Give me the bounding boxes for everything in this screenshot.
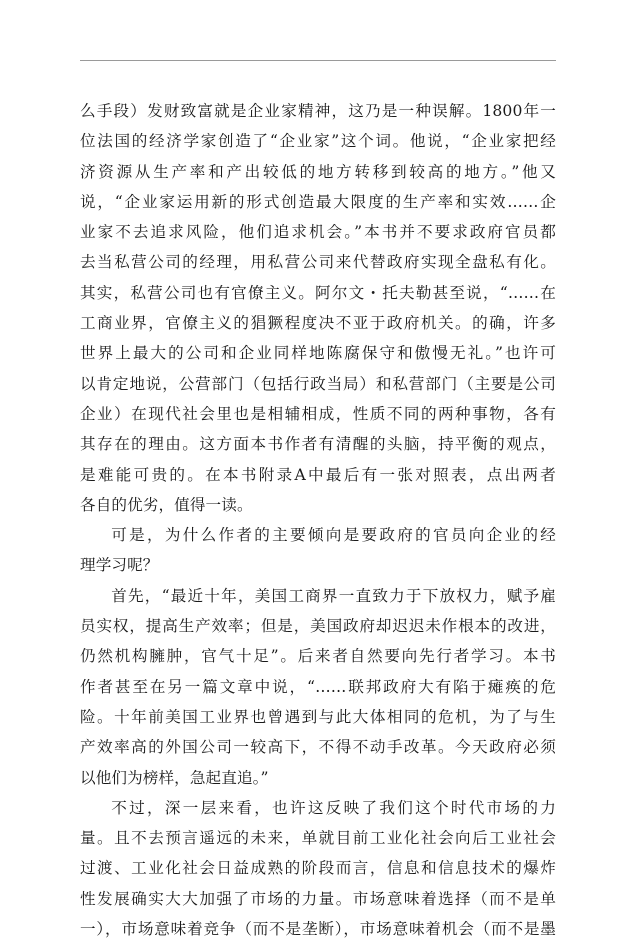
text-line: 作者甚至在另一篇文章中说，“……联邦政府大有陷于瘫痪的危 — [80, 677, 556, 696]
text-line: 险。十年前美国工业界也曾遇到与此大体相同的危机，为了与生 — [80, 707, 556, 726]
text-line: 业家不去追求风险，他们追求机会。”本书并不要求政府官员都 — [80, 223, 556, 242]
text-line: 产效率高的外国公司一较高下，不得不动手改革。今天政府必须 — [80, 738, 556, 757]
text-line: 以他们为榜样，急起直追。” — [80, 768, 269, 787]
text-line: 过渡、工业化社会日益成熟的阶段而言，信息和信息技术的爆炸 — [80, 859, 556, 878]
text-line: 去当私营公司的经理，用私营公司来代替政府实现全盘私有化。 — [80, 253, 556, 272]
text-line: 企业）在现代社会里也是相辅相成，性质不同的两种事物，各有 — [80, 404, 556, 423]
text-line: 世界上最大的公司和企业同样地陈腐保守和傲慢无礼。”也许可 — [80, 344, 556, 363]
text-line: 其实，私营公司也有官僚主义。阿尔文・托夫勒甚至说，“……在 — [80, 283, 556, 302]
text-line: 可是，为什么作者的主要倾向是要政府的官员向企业的经 — [111, 526, 556, 545]
text-line: 么手段）发财致富就是企业家精神，这乃是一种误解。1800年一 — [80, 102, 556, 120]
text-line: 首先，“最近十年，美国工商界一直致力于下放权力，赋予雇 — [111, 586, 556, 605]
text-line: 各自的优劣，值得一读。 — [80, 495, 253, 514]
text-line: 以肯定地说，公营部门（包括行政当局）和私营部门（主要是公司 — [80, 374, 556, 393]
body-text — [80, 96, 556, 944]
text-line: 一），市场意味着竞争（而不是垄断），市场意味着机会（而不是墨 — [80, 920, 556, 939]
text-line: 位法国的经济学家创造了“企业家”这个词。他说，“企业家把经 — [80, 132, 556, 151]
header-rule — [80, 60, 556, 61]
text-line: 员实权，提高生产效率；但是，美国政府却迟迟未作根本的改进， — [80, 617, 556, 636]
text-line: 理学习呢？ — [80, 556, 159, 575]
text-line: 仍然机构臃肿，官气十足”。后来者自然要向先行者学习。本书 — [80, 647, 556, 666]
text-line: 工商业界，官僚主义的猖獗程度决不亚于政府机关。的确，许多 — [80, 314, 556, 333]
text-line: 说，“企业家运用新的形式创造最大限度的生产率和实效……企 — [80, 192, 556, 211]
text-line: 其存在的理由。这方面本书作者有清醒的头脑，持平衡的观点， — [80, 435, 556, 454]
text-line: 量。且不去预言遥远的未来，单就目前工业化社会向后工业社会 — [80, 829, 556, 848]
text-line: 是难能可贵的。在本书附录A中最后有一张对照表，点出两者 — [80, 465, 556, 484]
text-line: 济资源从生产率和产出较低的地方转移到较高的地方。”他又 — [80, 162, 556, 181]
text-line: 性发展确实大大加强了市场的力量。市场意味着选择（而不是单 — [80, 889, 556, 908]
text-line: 不过，深一层来看，也许这反映了我们这个时代市场的力 — [111, 798, 556, 817]
